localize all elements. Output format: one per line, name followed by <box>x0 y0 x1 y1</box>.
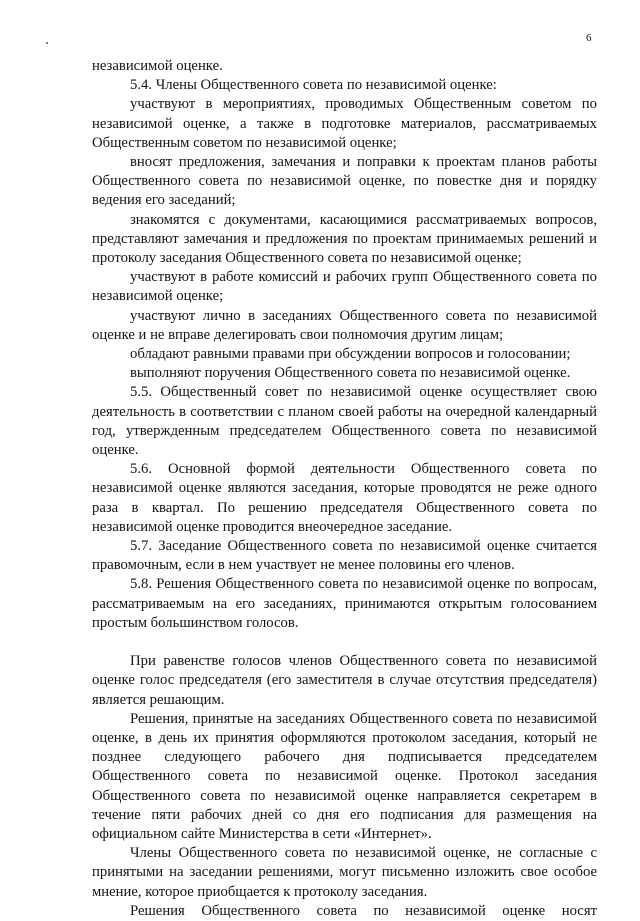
paragraph-protocol: Решения, принятые на заседаниях Общественного совета по независимой оценке, в день их принятия оформляются протоколом заседания, который не позднее следующего рабочего дня подписывается председателем Общественного совета по независимой оценке. Протокол заседания Общественного совета по независимой оценке направляется секретарем в течение пяти рабочих дней со дня его подписания для размещения на официальном сайте Министерства в сети «Интернет». <box>92 710 597 842</box>
scan-speck <box>46 42 48 44</box>
paragraph-dissent: Члены Общественного совета по независимой оценке, не согласные с принятыми на заседании решениями, могут письменно изложить свое особое мнение, которое приобщается к протоколу заседания. <box>92 845 597 900</box>
paragraph-5-8: 5.8. Решения Общественного совета по независимой оценке по вопросам, рассматриваемым на его заседаниях, принимаются открытым голосованием простым большинством голосов. <box>92 576 597 631</box>
paragraph-5-4-item-participate: участвуют в мероприятиях, проводимых Общественным советом по независимой оценке, а также в подготовке материалов, рассматриваемых Общественным советом по независимой оценке; <box>92 96 597 151</box>
paragraph-5-4: 5.4. Члены Общественного совета по независимой оценке: <box>130 77 497 94</box>
paragraph-tie-vote: При равенстве голосов членов Общественного совета по независимой оценке голос председателя (его заместителя в случае отсутствия председателя) является решающим. <box>92 653 597 708</box>
paragraph-5-6: 5.6. Основной формой деятельности Общественного совета по независимой оценке являются заседания, которые проводятся не реже одного раза в квартал. По решению председателя Общественного совета по независимой оценке проводится внеочередное заседание. <box>92 461 597 535</box>
paragraph-5-4-item-instructions: выполняют поручения Общественного совета по независимой оценке. <box>130 365 571 382</box>
document-body <box>92 57 597 921</box>
page-number: 6 <box>586 32 592 44</box>
paragraph-5-4-item-equal-rights: обладают равными правами при обсуждении вопросов и голосовании; <box>130 346 571 363</box>
paragraph-5-4-item-personal: участвуют лично в заседаниях Общественного совета по независимой оценке и не вправе делегировать свои полномочия другим лицам; <box>92 307 597 343</box>
paragraph-5-4-item-documents: знакомятся с документами, касающимися рассматриваемых вопросов, представляют замечания и предложения по проектам принимаемых решений и протоколу заседания Общественного совета по независимой оценке; <box>92 211 597 267</box>
paragraph-5-4-item-proposals: вносят предложения, замечания и поправки к проектам планов работы Общественного совета по независимой оценке, по повестке дня и порядку ведения его заседаний; <box>92 154 597 209</box>
paragraph-5-5: 5.5. Общественный совет по независимой оценке осуществляет свою деятельность в соответствии с планом своей работы на очередной календарный год, утвержденным председателем Общественного совета по независимой оценке. <box>92 384 597 459</box>
paragraph-5-4-item-commissions: участвуют в работе комиссий и рабочих групп Общественного совета по независимой оценке; <box>92 269 597 305</box>
paragraph-decisions: Решения Общественного совета по независимой оценке носят <box>130 902 597 919</box>
paragraph-5-7: 5.7. Заседание Общественного совета по независимой оценке считается правомочным, если в нем участвует не менее половины его членов. <box>92 538 597 574</box>
paragraph-continuation: независимой оценке. <box>92 58 223 74</box>
